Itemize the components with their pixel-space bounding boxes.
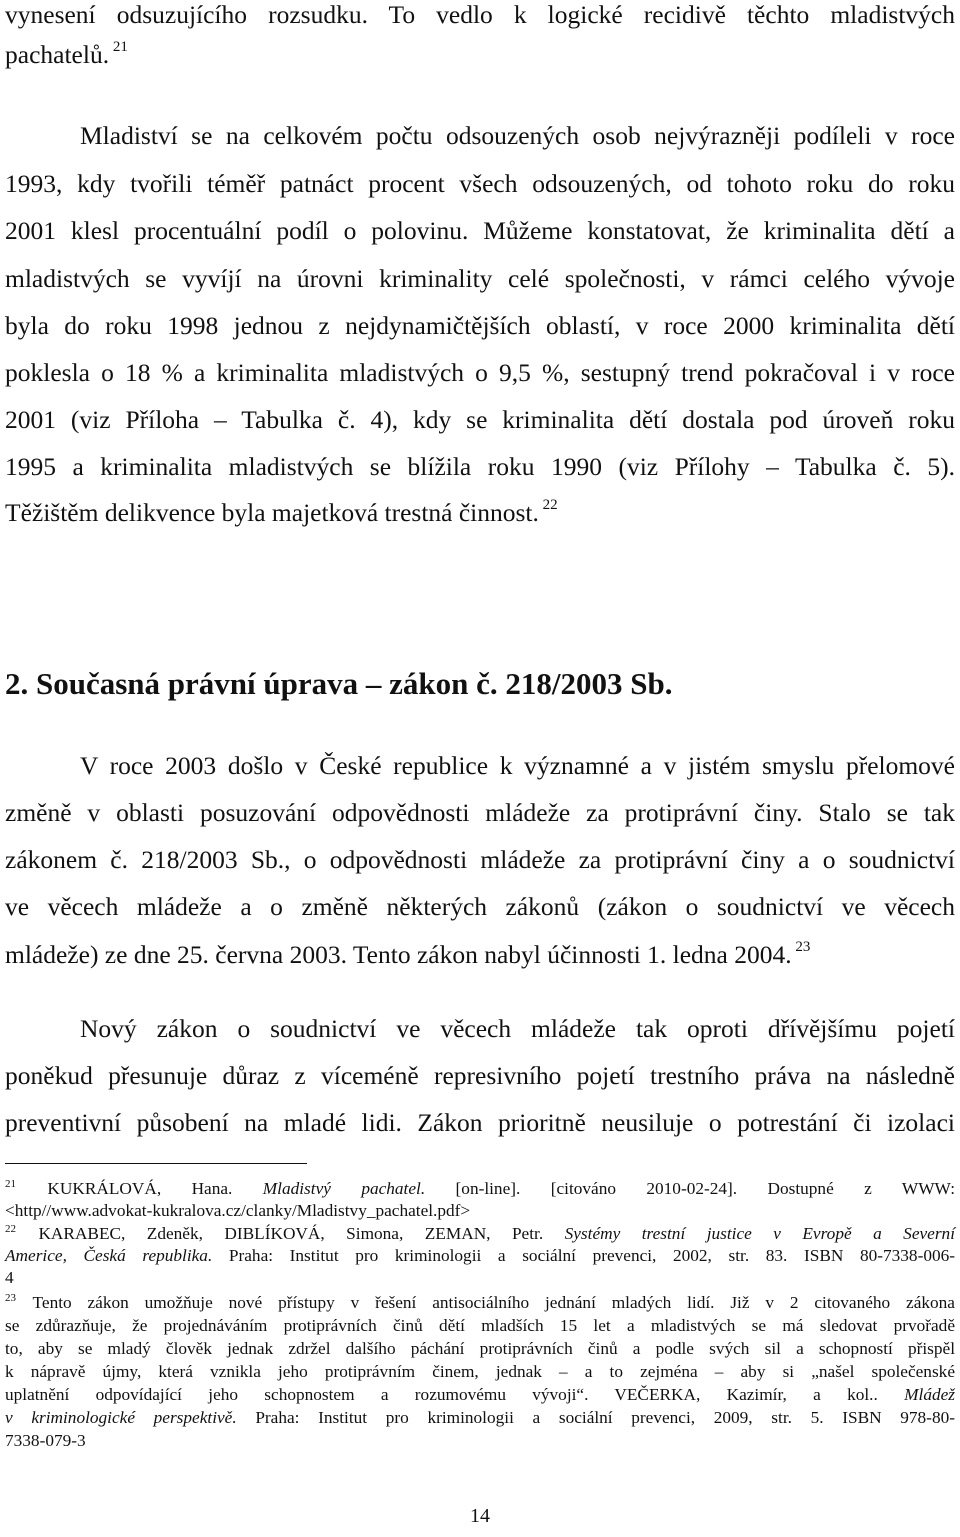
footnote-title: Systémy trestní justice v Evropě a Severní bbox=[564, 1224, 955, 1243]
text-line: Nový zákon o soudnictví ve věcech mládeže tak oproti dřívějšímu pojetí bbox=[80, 1014, 955, 1043]
footnote-separator bbox=[5, 1163, 307, 1164]
text-line: zákonem č. 218/2003 Sb., o odpovědnosti mládeže za protiprávní činy a o soudnictví bbox=[5, 845, 955, 874]
footnote-22 bbox=[5, 1223, 955, 1244]
footnote-title: Mladistvý pachatel. bbox=[262, 1179, 426, 1198]
footnote-title: Americe, Česká republika. bbox=[5, 1246, 213, 1265]
text-line: 1993, kdy tvořili téměř patnáct procent všech odsouzených, od tohoto roku do roku bbox=[5, 169, 955, 198]
text-line bbox=[5, 40, 955, 70]
footnote-23-line: to, aby se mladý člověk jednak zdržel dalšího páchání protiprávních činů a podle svých sil a schopností přispěl bbox=[5, 1339, 955, 1358]
text-line: V roce 2003 došlo v České republice k významné a v jistém smyslu přelomové bbox=[80, 751, 955, 780]
footnote-ref-23[interactable]: 23 bbox=[795, 939, 811, 955]
text-line bbox=[5, 498, 955, 528]
text-line: 2001 (viz Příloha – Tabulka č. 4), kdy se kriminalita dětí dostala pod úroveň roku bbox=[5, 405, 955, 434]
footnote-text: KUKRÁLOVÁ, Hana. bbox=[47, 1179, 263, 1198]
text-line bbox=[5, 940, 955, 970]
footnote-22-cont bbox=[5, 1245, 955, 1266]
text-line: poněkud přesunuje důraz z víceméně represivního pojetí trestního práva na následně bbox=[5, 1061, 955, 1090]
text-line: 2001 klesl procentuální podíl o polovinu. Můžeme konstatovat, že kriminalita dětí a bbox=[5, 216, 955, 245]
footnote-23-line: 7338-079-3 bbox=[5, 1431, 86, 1450]
footnote-ref-21[interactable]: 21 bbox=[112, 39, 128, 55]
text-line: vynesení odsuzujícího rozsudku. To vedlo k logické recidivě těchto mladistvých bbox=[5, 0, 955, 29]
footnote-title: Mládež bbox=[904, 1385, 955, 1404]
text-line: ve věcech mládeže a o změně některých zákonů (zákon o soudnictví ve věcech bbox=[5, 892, 955, 921]
page-number: 14 bbox=[470, 1505, 490, 1527]
footnote-23-line bbox=[5, 1384, 955, 1405]
text-span: pachatelů. bbox=[5, 40, 110, 69]
footnote-text: KARABEC, Zdeněk, DIBLÍKOVÁ, Simona, ZEMAN, Petr. bbox=[38, 1224, 565, 1243]
footnote-number: 22 bbox=[5, 1223, 16, 1235]
footnote-title: v kriminologické perspektivě. bbox=[5, 1408, 237, 1427]
footnote-23-line: se zdůrazňuje, že projednáváním protiprávních činů dětí mladších 15 let a mladistvých se má sledovat prvořadě bbox=[5, 1316, 955, 1335]
text-line: mladistvých se vyvíjí na úrovni kriminality celé společnosti, v rámci celého vývoje bbox=[5, 264, 955, 293]
text-span: mládeže) ze dne 25. června 2003. Tento zákon nabyl účinnosti 1. ledna 2004. bbox=[5, 940, 792, 969]
footnote-23 bbox=[5, 1292, 955, 1313]
text-line: poklesla o 18 % a kriminalita mladistvých o 9,5 %, sestupný trend pokračoval i v roce bbox=[5, 358, 955, 387]
footnote-23-line: k nápravě újmy, která vznikla jeho protiprávním činem, jednak – a to zejména – aby si „našel společenské bbox=[5, 1362, 955, 1381]
text-line: preventivní působení na mladé lidi. Zákon prioritně neusiluje o potrestání či izolaci bbox=[5, 1108, 955, 1137]
text-line: Mladiství se na celkovém počtu odsouzených osob nejvýrazněji podíleli v roce bbox=[80, 121, 955, 150]
footnote-number: 21 bbox=[5, 1178, 16, 1190]
footnote-22-end: 4 bbox=[5, 1268, 14, 1287]
footnote-21 bbox=[5, 1178, 955, 1199]
footnote-text: uplatnění odpovídající jeho schopnostem a rozumovému vývoji“. VEČERKA, Kazimír, a kol.. bbox=[5, 1385, 905, 1404]
text-span: Těžištěm delikvence byla majetková trestná činnost. bbox=[5, 498, 539, 527]
text-line: 1995 a kriminalita mladistvých se blížila roku 1990 (viz Přílohy – Tabulka č. 5). bbox=[5, 452, 955, 481]
footnote-text: Praha: Institut pro kriminologii a sociální prevenci, 2009, str. 5. ISBN 978-80- bbox=[236, 1408, 955, 1427]
text-line: byla do roku 1998 jednou z nejdynamičtějších oblastí, v roce 2000 kriminalita dětí bbox=[5, 311, 955, 340]
text-line: změně v oblasti posuzování odpovědnosti mládeže za protiprávní činy. Stalo se tak bbox=[5, 798, 955, 827]
footnote-21-url[interactable]: <http//www.advokat-kukralova.cz/clanky/Mladistvy_pachatel.pdf> bbox=[5, 1201, 471, 1220]
footnote-number: 23 bbox=[5, 1292, 16, 1304]
footnote-text: Tento zákon umožňuje nové přístupy v řešení antisociálního jednání mladých lidí. Již v 2 citovaného zákona bbox=[32, 1293, 955, 1312]
footnote-text: Praha: Institut pro kriminologii a sociální prevenci, 2002, str. 83. ISBN 80-7338-006- bbox=[212, 1246, 955, 1265]
footnote-text: [on-line]. [citováno 2010-02-24]. Dostupné z WWW: bbox=[425, 1179, 955, 1198]
footnote-23-line bbox=[5, 1407, 955, 1428]
footnote-ref-22[interactable]: 22 bbox=[542, 497, 558, 513]
section-heading: 2. Současná právní úprava – zákon č. 218/2003 Sb. bbox=[5, 666, 673, 701]
